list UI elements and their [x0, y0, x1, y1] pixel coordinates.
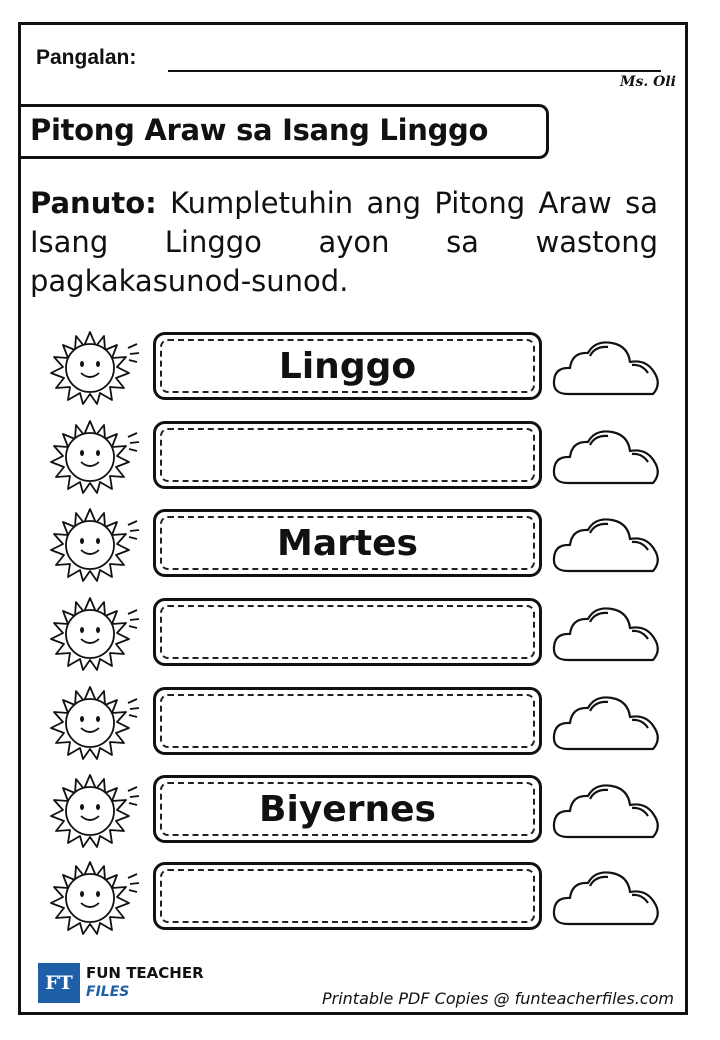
worksheet-title: Pitong Araw sa Isang Linggo: [30, 113, 489, 147]
brand-name-line1: FUN TEACHER: [86, 964, 204, 982]
brand-logo: [38, 963, 80, 1003]
instructions-label: Panuto:: [30, 186, 157, 220]
sun-icon: [40, 415, 140, 495]
name-input-line[interactable]: [168, 70, 661, 72]
sun-icon: [40, 592, 140, 672]
cloud-icon: [550, 777, 665, 845]
day-label: [160, 428, 535, 482]
name-label: Pangalan:: [36, 46, 137, 69]
sun-icon: [40, 856, 140, 936]
day-row: [40, 503, 670, 583]
day-label: Linggo: [160, 339, 535, 393]
day-label: [160, 869, 535, 923]
day-label: Martes: [160, 516, 535, 570]
sun-icon: [40, 503, 140, 583]
day-box[interactable]: [153, 421, 542, 489]
instructions-text: Kumpletuhin ang Pitong Araw sa Isang Linggo ayon sa wastong pagkakasunod-sunod.: [30, 186, 658, 298]
day-box[interactable]: [153, 509, 542, 577]
brand-logo-letters: FT: [45, 972, 73, 994]
cloud-icon: [550, 334, 665, 402]
cloud-icon: [550, 423, 665, 491]
sun-icon: [40, 326, 140, 406]
sun-icon: [40, 769, 140, 849]
brand-name-line2: FILES: [86, 984, 130, 1000]
cloud-icon: [550, 511, 665, 579]
day-row: [40, 592, 670, 672]
day-row: [40, 681, 670, 761]
day-box[interactable]: [153, 332, 542, 400]
day-row: [40, 415, 670, 495]
day-row: [40, 769, 670, 849]
sun-icon: [40, 681, 140, 761]
day-row: [40, 326, 670, 406]
day-box[interactable]: [153, 687, 542, 755]
day-label: [160, 605, 535, 659]
instructions: [30, 184, 658, 301]
day-box[interactable]: [153, 862, 542, 930]
day-box[interactable]: [153, 775, 542, 843]
day-label: Biyernes: [160, 782, 535, 836]
day-label: [160, 694, 535, 748]
cloud-icon: [550, 689, 665, 757]
cloud-icon: [550, 864, 665, 932]
day-box[interactable]: [153, 598, 542, 666]
day-row: [40, 856, 670, 936]
cloud-icon: [550, 600, 665, 668]
footer-link[interactable]: Printable PDF Copies @ funteacherfiles.com: [321, 989, 674, 1008]
author-signature: Ms. Oli: [620, 74, 676, 90]
